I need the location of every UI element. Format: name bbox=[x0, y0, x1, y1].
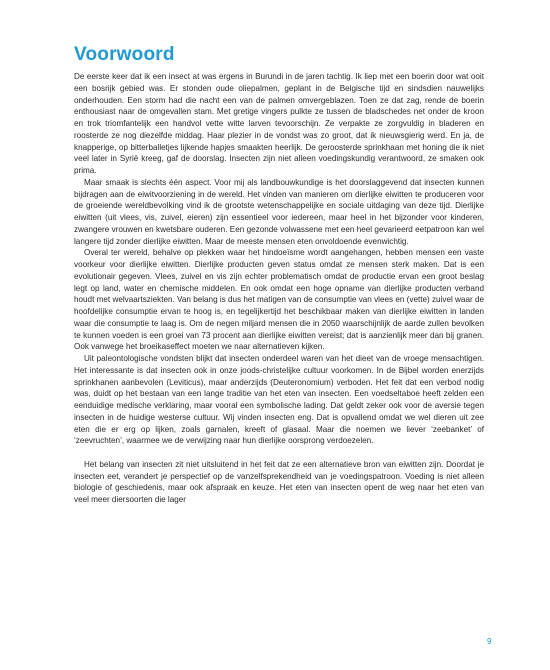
paragraph-4: Uit paleontologische vondsten blijkt dat insecten onderdeel waren van het dieet van de vroege mensachtigen. Het interessante is dat insecten ook in onze joods-christelijke cultuur voorkomen. In de Bijbel worden enerzijds sprinkhanen aanbevolen (Leviticus), maar anderzijds (Deuteronomium) verboden. Het feit dat een verbod nodig was, duidt op het bestaan van een lange traditie van het eten van insecten. Een voedseltaboe heeft zelden een eenduidige medische verklaring, maar vooral een symbolische lading. Dat geldt zeker ook voor de aversie tegen insecten in de huidige westerse cultuur. Wij vinden insecten eng. Dat is opvallend omdat we wel dieren uit zee eten die er erg op lijken, zoals garnalen, kreeft of glasaal. Maar die noemen we liever ‘zeebanket’ of ‘zeevruchten’, waarmee we de verwijzing naar hun dierlijke oorsprong verdoezelen. bbox=[74, 354, 484, 446]
paragraph-5: Het belang van insecten zit niet uitsluitend in het feit dat ze een alternatieve bron van eiwitten zijn. Doordat je insecten eet, verandert je perspectief op de vanzelfsprekendheid van je voedingspatroon. Voeding is niet alleen biologie of geschiedenis, maar ook afspraak en keuze. Het eten van insecten opent de weg naar het eten van veel meer diersoorten die lager bbox=[74, 459, 484, 504]
chapter-title: Voorwoord bbox=[74, 44, 175, 65]
paragraph-1: De eerste keer dat ik een insect at was ergens in Burundi in de jaren tachtig. Ik liep met een boerin door wat ooit een bosrijk gebied was. Er stonden oude oliepalmen, geplant in de Belgische tijd en sindsdien nauwelijks onderhouden. Een storm had die nacht een van de palmen omvergeblazen. Toen ze dat zag, rende de boerin enthousiast naar de omgevallen stam. Met gretige vingers pulkte ze tussen de bladschedes net onder de kroon en trok triomfantelijk een handvol vette witte larven tevoorschijn. Ze verpakte ze zorgvuldig in bladeren en roosterde ze nog diezelfde middag. Haar plezier in de vondst was zo groot, dat ik nieuwsgierig werd. En ja, de knapperige, op bitterballetjes lijkende hapjes smaakten heerlijk. De geroosterde sprinkhaan met honing die ik niet veel later in Syrië kreeg, gaf de doorslag. Insecten zijn niet alleen voedingskundig verantwoord, ze smaken ook prima. bbox=[74, 72, 484, 175]
page-number: 9 bbox=[487, 637, 492, 646]
body-text bbox=[74, 71, 484, 506]
paragraph-2: Maar smaak is slechts één aspect. Voor mij als landbouwkundige is het doorslaggevend dat insecten kunnen bijdragen aan de eiwitvoorziening in de wereld. Het vinden van manieren om dierlijke eiwitten te produceren voor de groeiende wereldbevolking vind ik de grootste wetenschappelijke en sociale uitdaging van deze tijd. Dierlijke eiwitten (uit vlees, vis, zuivel, eieren) zijn essentieel voor iedereen, maar heel in het bijzonder voor kinderen, zwangere vrouwen en kwetsbare ouderen. Een gezonde volwassene met een heel gevarieerd eetpatroon kan wel langere tijd zonder dierlijke eiwitten. Maar de meeste mensen eten onvoldoende evenwichtig. bbox=[74, 177, 484, 246]
paragraph-3: Overal ter wereld, behalve op plekken waar het hindoeïsme wordt aangehangen, hebben mensen een vaste voorkeur voor dierlijke eiwitten. Dierlijke producten geven status omdat ze mensen sterk maken. Dat is een evolutionair gegeven. Vlees, zuivel en vis zijn echter problematisch omdat de productie ervan een groot beslag legt op land, water en chemische middelen. En ook omdat een hoge opname van dierlijke producten verband houdt met welvaartsziekten. Van belang is dus het matigen van de consumptie van vlees en (vette) zuivel waar de hoofdelijke consumptie ervan te hoog is, en tegelijkertijd het beschikbaar maken van dierlijke eiwitten in landen waar die consumptie te laag is. Om de negen miljard mensen die in 2050 waarschijnlijk de aarde zullen bevolken te kunnen voeden is een groei van 73 procent aan dierlijke eiwitten vereist; dat is aanzienlijk meer dan bij granen. Ook vanwege het broeikaseffect moeten we naar alternatieven kijken. bbox=[74, 248, 484, 352]
